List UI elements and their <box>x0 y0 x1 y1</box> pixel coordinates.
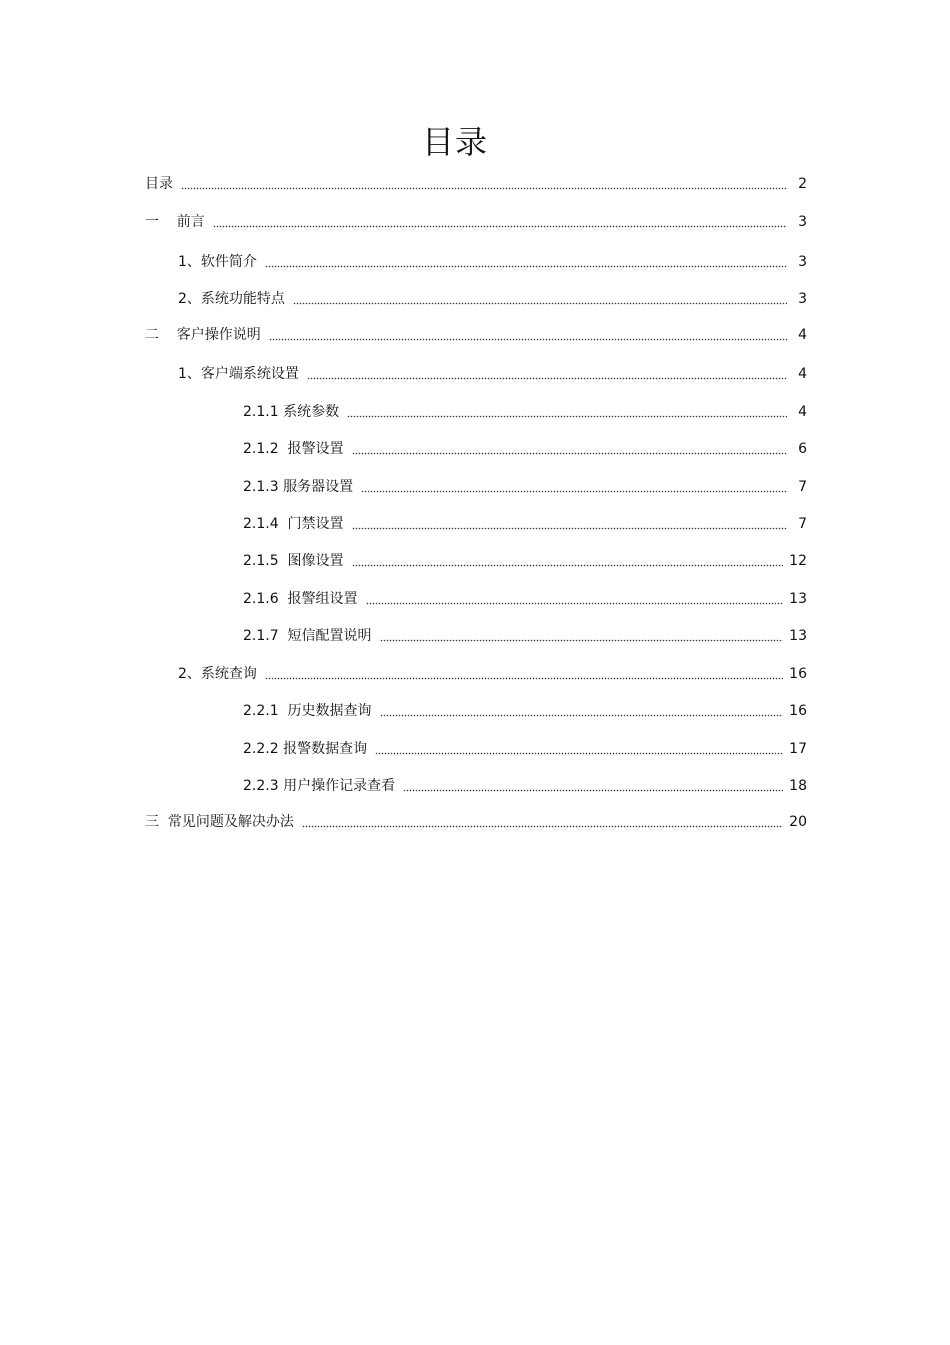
toc-page-number: 3 <box>798 254 807 270</box>
toc-page-number: 4 <box>798 404 807 420</box>
toc-dot-leader <box>361 489 787 493</box>
toc-entry-label: 一 前言 <box>145 214 205 230</box>
toc-entry[interactable] <box>145 812 807 832</box>
toc-entry[interactable] <box>243 626 807 646</box>
toc-entry-label: 2.1.5 图像设置 <box>243 553 344 569</box>
toc-page-number: 3 <box>798 214 807 230</box>
toc-entry-label: 三 常见问题及解决办法 <box>145 814 294 830</box>
page-title: 目录 <box>421 123 488 161</box>
toc-page-number: 7 <box>798 479 807 495</box>
toc-page-number: 4 <box>798 366 807 382</box>
toc-entry[interactable] <box>178 289 807 309</box>
toc-dot-leader <box>380 713 784 717</box>
toc-entry[interactable] <box>243 776 807 796</box>
toc-entry[interactable] <box>145 174 807 194</box>
toc-dot-leader <box>181 186 787 190</box>
toc-entry[interactable] <box>178 664 807 684</box>
toc-dot-leader <box>265 264 787 268</box>
toc-entry-label: 目录 <box>145 176 173 192</box>
toc-entry-label: 2.1.3 服务器设置 <box>243 479 354 495</box>
toc-entry-label: 2.1.2 报警设置 <box>243 441 344 457</box>
toc-dot-leader <box>352 563 784 567</box>
toc-entry[interactable] <box>243 589 807 609</box>
toc-entry-label: 2、系统查询 <box>178 666 257 682</box>
toc-dot-leader <box>380 638 784 642</box>
toc-entry[interactable] <box>145 212 807 232</box>
toc-page-number: 18 <box>789 778 807 794</box>
toc-entry-label: 2.2.2 报警数据查询 <box>243 741 368 757</box>
toc-page-number: 6 <box>798 441 807 457</box>
toc-page-number: 16 <box>789 703 807 719</box>
toc-entry-label: 2.1.4 门禁设置 <box>243 516 344 532</box>
toc-entry[interactable] <box>243 439 807 459</box>
toc-page-number: 20 <box>789 814 807 830</box>
toc-entry-label: 2.1.7 短信配置说明 <box>243 628 372 644</box>
toc-page-number: 16 <box>789 666 807 682</box>
toc-page-number: 13 <box>789 591 807 607</box>
toc-entry[interactable] <box>243 477 807 497</box>
toc-dot-leader <box>302 824 783 828</box>
toc-entry[interactable] <box>243 402 807 422</box>
toc-dot-leader <box>375 751 783 755</box>
toc-entry-label: 2、系统功能特点 <box>178 291 285 307</box>
toc-entry-label: 1、软件简介 <box>178 254 257 270</box>
toc-entry[interactable] <box>178 252 807 272</box>
toc-entry[interactable] <box>243 701 807 721</box>
toc-entry-label: 1、客户端系统设置 <box>178 366 299 382</box>
toc-dot-leader <box>269 337 787 341</box>
toc-page-number: 13 <box>789 628 807 644</box>
toc-entry-label: 二 客户操作说明 <box>145 327 261 343</box>
toc-entry-label: 2.2.1 历史数据查询 <box>243 703 372 719</box>
toc-dot-leader <box>293 301 787 305</box>
toc-entry-label: 2.1.1 系统参数 <box>243 404 340 420</box>
toc-page-number: 7 <box>798 516 807 532</box>
toc-entry[interactable] <box>243 514 807 534</box>
toc-dot-leader <box>403 788 783 792</box>
toc-entry[interactable] <box>243 551 807 571</box>
toc-entry[interactable] <box>145 325 807 345</box>
toc-entry[interactable] <box>243 739 807 759</box>
toc-dot-leader <box>352 526 787 530</box>
toc-entry-label: 2.2.3 用户操作记录查看 <box>243 778 396 794</box>
toc-dot-leader <box>265 676 783 680</box>
toc-entry[interactable] <box>178 364 807 384</box>
toc-dot-leader <box>366 601 784 605</box>
toc-page-number: 12 <box>789 553 807 569</box>
toc-dot-leader <box>352 451 787 455</box>
toc-dot-leader <box>347 414 787 418</box>
toc-dot-leader <box>213 224 787 228</box>
toc-page-number: 2 <box>798 176 807 192</box>
toc-page-number: 4 <box>798 327 807 343</box>
toc-entry-label: 2.1.6 报警组设置 <box>243 591 358 607</box>
toc-page-number: 3 <box>798 291 807 307</box>
toc-dot-leader <box>307 376 787 380</box>
toc-page-number: 17 <box>789 741 807 757</box>
